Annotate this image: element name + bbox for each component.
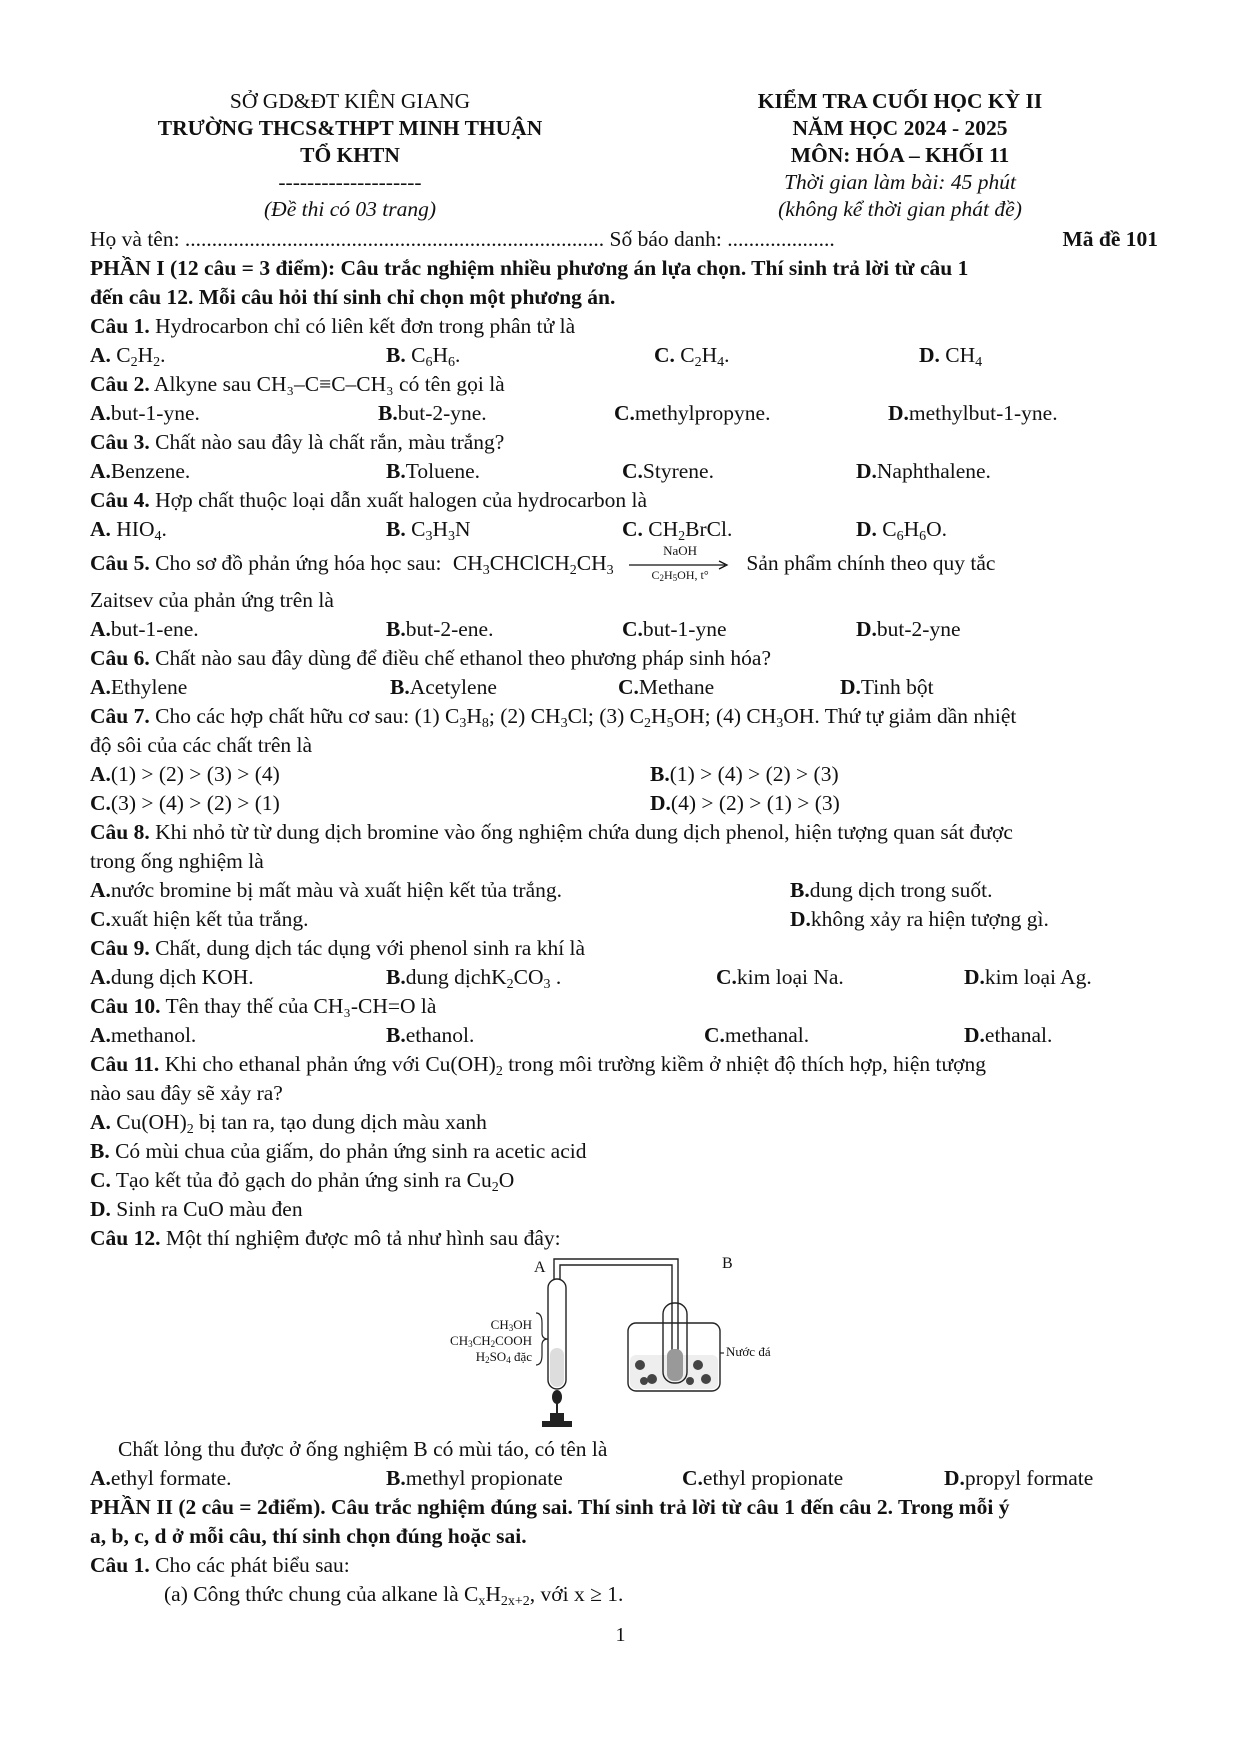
option-d[interactable]: D.(4) > (2) > (1) > (3) bbox=[650, 791, 840, 816]
question-7-line2: độ sôi của các chất trên là bbox=[90, 733, 313, 758]
option-a[interactable]: A.methanol. bbox=[90, 1023, 197, 1048]
question-1-options bbox=[90, 341, 1160, 370]
option-b[interactable]: B.methyl propionate bbox=[386, 1466, 563, 1491]
question-6-options bbox=[90, 673, 1160, 702]
question-8-options-ab bbox=[90, 876, 1160, 905]
header-right bbox=[640, 88, 1160, 223]
question-text: Hydrocarbon chỉ có liên kết đơn trong phân tử là bbox=[149, 314, 576, 338]
option-a[interactable]: A.Benzene. bbox=[90, 459, 191, 483]
question-label: Câu 1. bbox=[90, 314, 150, 338]
option-a[interactable]: A. $HIO_4$. bbox=[90, 517, 167, 544]
option-a[interactable]: A. $Cu(OH)_2$ bị tan ra, tạo dung dịch màu xanh bbox=[90, 1110, 487, 1138]
option-a[interactable]: A.nước bromine bị mất màu và xuất hiện kết tủa trắng. bbox=[90, 878, 563, 903]
school-year: NĂM HỌC 2024 - 2025 bbox=[792, 116, 1008, 140]
question-10-options bbox=[90, 1021, 1160, 1050]
option-c[interactable]: C.methanal. bbox=[704, 1023, 810, 1048]
option-d[interactable]: D.kim loại Ag. bbox=[964, 965, 1092, 990]
option-d[interactable]: D.Tinh bột bbox=[840, 675, 934, 700]
question-3-options bbox=[90, 457, 1160, 486]
reagent-bottom: $C_2H_5OH$, t° bbox=[651, 568, 709, 584]
group-name: TỔ KHTN bbox=[300, 143, 400, 167]
part2-heading-line2: a, b, c, d ở mỗi câu, thí sinh chọn đúng hoặc sai. bbox=[90, 1524, 527, 1549]
option-d[interactable]: D.ethanal. bbox=[964, 1023, 1053, 1048]
option-b[interactable]: B.dung $dịchK_2CO_3$ . bbox=[386, 965, 562, 993]
option-d[interactable]: D. $CH_4$ bbox=[919, 343, 983, 370]
label-ice-water: Nước đá bbox=[726, 1344, 771, 1360]
time-note: (không kể thời gian phát đề) bbox=[778, 197, 1022, 221]
option-a[interactable]: A.dung dịch KOH. bbox=[90, 965, 254, 990]
option-a[interactable]: A.(1) > (2) > (3) > (4) bbox=[90, 762, 280, 787]
question-8-line2: trong ống nghiệm là bbox=[90, 849, 264, 874]
exam-header bbox=[90, 88, 1160, 223]
exam-page bbox=[90, 88, 1160, 1609]
label-tube-a: A bbox=[534, 1259, 546, 1277]
question-1 bbox=[90, 312, 1160, 341]
question-5: Câu 5. Cho sơ đồ phản ứng hóa học sau: $CH_3CHClCH_2CH_3$ NaOH $C_2H_5OH$, t° Sản phẩm chính theo quy tắc bbox=[90, 543, 996, 584]
page-number: 1 bbox=[615, 1624, 626, 1646]
option-c[interactable]: C.kim loại Na. bbox=[716, 965, 844, 990]
option-b[interactable]: B. $C_3H_3N$ bbox=[386, 517, 471, 544]
reaction-formula: $CH_3CHClCH_2CH_3$ bbox=[452, 551, 614, 578]
option-c[interactable]: C.but-1-yne bbox=[622, 617, 727, 642]
question-3: Câu 3. Chất nào sau đây là chất rắn, màu trắng? bbox=[90, 430, 505, 454]
question-9-options bbox=[90, 963, 1160, 992]
option-c[interactable]: C.Methane bbox=[618, 675, 715, 700]
part1-heading-line1: PHẦN I (12 câu = 3 điểm): Câu trắc nghiệm nhiều phương án lựa chọn. Thí sinh trả lời từ câu 1 bbox=[90, 256, 969, 280]
question-12-options bbox=[90, 1464, 1160, 1493]
school-name: TRƯỜNG THCS&THPT MINH THUẬN bbox=[157, 116, 543, 140]
option-c[interactable]: C. $CH_2BrCl$. bbox=[622, 517, 733, 544]
option-c[interactable]: C.Styrene. bbox=[622, 459, 714, 483]
part2-heading-line1: PHẦN II (2 câu = 2điểm). Câu trắc nghiệm đúng sai. Thí sinh trả lời từ câu 1 đến câu 2. Trong mỗi ý bbox=[90, 1495, 1010, 1520]
student-name-field[interactable]: Họ và tên: .............................................................................. Số báo danh: .................... bbox=[90, 227, 835, 251]
part2-statement-a: (a) Công thức chung của alkane là $C_xH_{2x+2}$, với x ≥ 1. bbox=[164, 1582, 624, 1610]
option-b[interactable]: B.(1) > (4) > (2) > (3) bbox=[650, 762, 839, 787]
option-c[interactable]: C.xuất hiện kết tủa trắng. bbox=[90, 907, 309, 932]
question-7-options-ab bbox=[90, 760, 1160, 789]
exam-title: KIỂM TRA CUỐI HỌC KỲ II bbox=[757, 89, 1043, 113]
option-c[interactable]: C.(3) > (4) > (2) > (1) bbox=[90, 791, 280, 816]
option-b[interactable]: B. $C_6H_6$. bbox=[386, 343, 461, 370]
subject: MÔN: HÓA – KHỐI 11 bbox=[790, 143, 1010, 167]
question-10: Câu 10. Tên thay thế của CH₃-CH=O là bbox=[90, 994, 437, 1019]
option-a[interactable]: A. $C_2H_2$. bbox=[90, 343, 166, 370]
option-d[interactable]: D. Sinh ra CuO màu đen bbox=[90, 1197, 303, 1222]
question-9: Câu 9. Chất, dung dịch tác dụng với phenol sinh ra khí là bbox=[90, 936, 586, 961]
option-b[interactable]: B.Toluene. bbox=[386, 459, 481, 483]
experiment-figure bbox=[90, 1253, 1160, 1435]
option-b[interactable]: B.dung dịch trong suốt. bbox=[790, 878, 993, 903]
question-7-options-cd bbox=[90, 789, 1160, 818]
exam-code: Mã đề 101 bbox=[1062, 227, 1158, 251]
student-info-row bbox=[90, 225, 1160, 254]
label-tube-b: B bbox=[722, 1255, 733, 1273]
question-11: Câu 11. Khi cho ethanal phản ứng với $Cu(OH)_2$ trong môi trường kiềm ở nhiệt độ thích hợp, hiện tượng bbox=[90, 1052, 987, 1080]
option-d[interactable]: D.không xảy ra hiện tượng gì. bbox=[790, 907, 1049, 932]
question-11-line2: nào sau đây sẽ xảy ra? bbox=[90, 1081, 283, 1106]
question-4: Câu 4. Hợp chất thuộc loại dẫn xuất halogen của hydrocarbon là bbox=[90, 488, 648, 512]
reagent-top: NaOH bbox=[663, 543, 698, 559]
option-c[interactable]: C.ethyl propionate bbox=[682, 1466, 844, 1491]
option-a[interactable]: A.ethyl formate. bbox=[90, 1466, 232, 1491]
question-12-after: Chất lỏng thu được ở ống nghiệm B có mùi táo, có tên là bbox=[118, 1437, 608, 1462]
option-d[interactable]: D.Naphthalene. bbox=[856, 459, 991, 483]
question-5-options bbox=[90, 615, 1160, 644]
question-2-options bbox=[90, 399, 1160, 428]
question-6: Câu 6. Chất nào sau đây dùng để điều chế ethanol theo phương pháp sinh hóa? bbox=[90, 646, 772, 671]
question-text-after: Sản phẩm chính theo quy tắc bbox=[746, 551, 996, 575]
part1-heading bbox=[90, 254, 1160, 312]
part1-heading-line2: đến câu 12. Mỗi câu hỏi thí sinh chỉ chọn một phương án. bbox=[90, 285, 616, 309]
question-8: Câu 8. Khi nhỏ từ từ dung dịch bromine vào ống nghiệm chứa dung dịch phenol, hiện tượng quan sát được bbox=[90, 820, 1013, 845]
question-4-options bbox=[90, 515, 1160, 544]
page-count-note: (Đề thi có 03 trang) bbox=[264, 197, 436, 221]
option-b[interactable]: B.but-2-yne. bbox=[378, 401, 487, 425]
option-c[interactable]: C. $C_2H_4$. bbox=[654, 343, 730, 370]
option-b[interactable]: B. Có mùi chua của giấm, do phản ứng sinh ra acetic acid bbox=[90, 1139, 587, 1164]
option-d[interactable]: D.but-2-yne bbox=[856, 617, 961, 642]
option-c[interactable]: C. Tạo kết tủa đỏ gạch do phản ứng sinh ra $Cu_2O$ bbox=[90, 1168, 515, 1196]
time-limit: Thời gian làm bài: 45 phút bbox=[784, 170, 1016, 194]
part2-heading bbox=[90, 1493, 1160, 1551]
option-d[interactable]: D.propyl formate bbox=[944, 1466, 1094, 1491]
option-d[interactable]: D. $C_6H_6O$. bbox=[856, 517, 948, 544]
question-8-options-cd bbox=[90, 905, 1160, 934]
option-b[interactable]: B.but-2-ene. bbox=[386, 617, 494, 642]
reagents-label: $CH_3OH$ $CH_3CH_2COOH$ $H_2SO_4$ đặc bbox=[450, 1317, 532, 1366]
question-5-line2: Zaitsev của phản ứng trên là bbox=[90, 588, 334, 613]
department-name: SỞ GD&ĐT KIÊN GIANG bbox=[229, 89, 471, 113]
option-b[interactable]: B.Acetylene bbox=[390, 675, 497, 700]
header-left bbox=[90, 88, 610, 223]
header-divider: -------------------- bbox=[278, 170, 422, 194]
option-c[interactable]: C.methylpropyne. bbox=[614, 401, 771, 425]
part2-question-1: Câu 1. Cho các phát biểu sau: bbox=[90, 1553, 350, 1578]
question-7: Câu 7. Cho các hợp chất hữu cơ sau: (1) $C_3H_8$; (2) $CH_3Cl$; (3) $C_2H_5OH$; (4) $CH_3OH$. Thứ tự giảm dần nhiệt bbox=[90, 704, 1017, 732]
option-d[interactable]: D.methylbut-1-yne. bbox=[888, 401, 1058, 425]
option-a[interactable]: A.but-1-yne. bbox=[90, 401, 200, 425]
option-a[interactable]: A.but-1-ene. bbox=[90, 617, 199, 642]
option-a[interactable]: A.Ethylene bbox=[90, 675, 188, 700]
reaction-arrow bbox=[625, 543, 735, 584]
option-b[interactable]: B.ethanol. bbox=[386, 1023, 475, 1048]
question-2: Câu 2. Alkyne sau CH₃–C≡C–CH₃ có tên gọi là bbox=[90, 372, 505, 396]
question-12: Câu 12. Một thí nghiệm được mô tả như hình sau đây: bbox=[90, 1226, 561, 1251]
